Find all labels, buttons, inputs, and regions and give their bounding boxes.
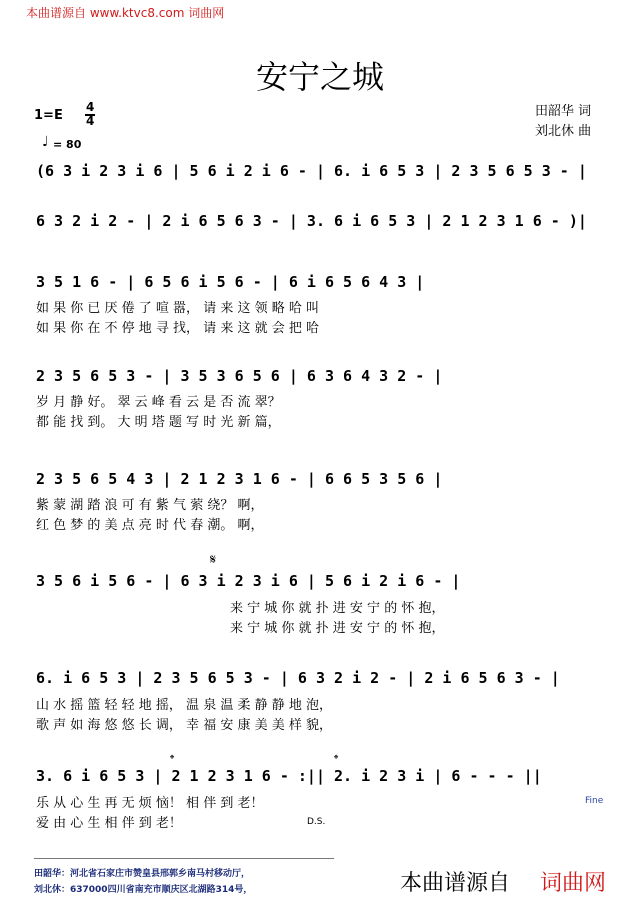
notation-row-1: (6 3 i 2 3 i 6 | 5 6 i 2 i 6 - | 6. i 6 5 3 | 2 3 5 6 5 3 - | — [36, 162, 587, 180]
footer-divider — [34, 858, 334, 859]
notation-row-3: 3 5 1 6 - | 6 5 6 i 5 6 - | 6 i 6 5 6 4 3 | — [36, 273, 425, 291]
footer-address-composer: 刘北休：637000四川省南充市顺庆区北湖路314号， — [34, 885, 253, 895]
fine-marking: Fine — [585, 796, 604, 806]
notation-row-5: 2 3 5 6 5 4 3 | 2 1 2 3 1 6 - | 6 6 5 3 5 6 | — [36, 470, 443, 488]
composer-credit: 刘北休 曲 — [535, 124, 592, 139]
lyrics-row-3-verse-2: 如 果 你 在 不 停 地 寻 找， 请 来 这 就 会 把 哈 — [36, 321, 319, 336]
lyrics-row-6-verse-1: 来 宁 城 你 就 扑 进 安 宁 的 怀 抱， — [230, 601, 445, 616]
footer-brand-text: 本曲谱源自 — [400, 871, 511, 896]
lyrics-row-7-verse-2: 歌 声 如 海 悠 悠 长 调， 幸 福 安 康 美 美 样 貌， — [36, 718, 332, 733]
coda-icon-1: 𝄌 — [170, 752, 175, 766]
time-signature-top: 4 — [86, 100, 95, 114]
tempo-marking: = 80 — [53, 138, 82, 151]
lyrics-row-6-verse-2: 来 宁 城 你 就 扑 进 安 宁 的 怀 抱， — [230, 621, 445, 636]
top-watermark: 本曲谱源自 www.ktvc8.com 词曲网 — [26, 6, 225, 20]
lyrics-row-3-verse-1: 如 果 你 已 厌 倦 了 喧 嚣， 请 来 这 领 略 哈 叫 — [36, 301, 319, 316]
notation-row-6: 3 5 6 i 5 6 - | 6 3 i 2 3 i 6 | 5 6 i 2 i 6 - | — [36, 572, 461, 590]
segno-icon: 𝄋 — [210, 552, 217, 568]
coda-icon-2: 𝄌 — [334, 752, 339, 766]
notation-row-2: 6 3 2 i 2 - | 2 i 6 5 6 3 - | 3. 6 i 6 5 3 | 2 1 2 3 1 6 - )| — [36, 212, 587, 230]
footer-address-lyricist: 田韶华：河北省石家庄市赞皇县邢郭乡南马村移动厅， — [34, 869, 251, 879]
notation-row-8: 3. 6 i 6 5 3 | 2 1 2 3 1 6 - :|| 2. i 2 3 i | 6 - - - || — [36, 767, 542, 785]
song-title: 安宁之城 — [255, 58, 384, 96]
lyrics-row-8-verse-1: 乐 从 心 生 再 无 烦 恼！ 相 伴 到 老！ — [36, 796, 264, 811]
lyricist-credit: 田韶华 词 — [535, 104, 592, 119]
notation-row-4: 2 3 5 6 5 3 - | 3 5 3 6 5 6 | 6 3 6 4 3 2 - | — [36, 367, 443, 385]
lyrics-row-8-verse-2: 爱 由 心 生 相 伴 到 老！ — [36, 816, 182, 831]
lyrics-row-5-verse-2: 红 色 梦 的 美 点 亮 时 代 春 潮。 啊， — [36, 518, 264, 533]
quarter-note-icon: ♩ — [42, 134, 49, 150]
lyrics-row-4-verse-2: 都 能 找 到。 大 明 塔 题 写 时 光 新 篇， — [36, 415, 281, 430]
ds-marking: D.S. — [307, 817, 326, 827]
lyrics-row-4-verse-1: 岁 月 静 好。 翠 云 峰 看 云 是 否 流 翠？ — [36, 395, 281, 410]
lyrics-row-5-verse-1: 紫 蒙 湖 踏 浪 可 有 紫 气 萦 绕？ 啊， — [36, 498, 264, 513]
key-signature: 1=E — [34, 108, 63, 123]
time-signature-bottom: 4 — [86, 114, 95, 128]
lyrics-row-7-verse-1: 山 水 摇 篮 轻 轻 地 摇， 温 泉 温 柔 静 静 地 泡， — [36, 698, 332, 713]
notation-row-7: 6. i 6 5 3 | 2 3 5 6 5 3 - | 6 3 2 i 2 - | 2 i 6 5 6 3 - | — [36, 669, 560, 687]
footer-brand-site: 词曲网 — [540, 871, 607, 896]
